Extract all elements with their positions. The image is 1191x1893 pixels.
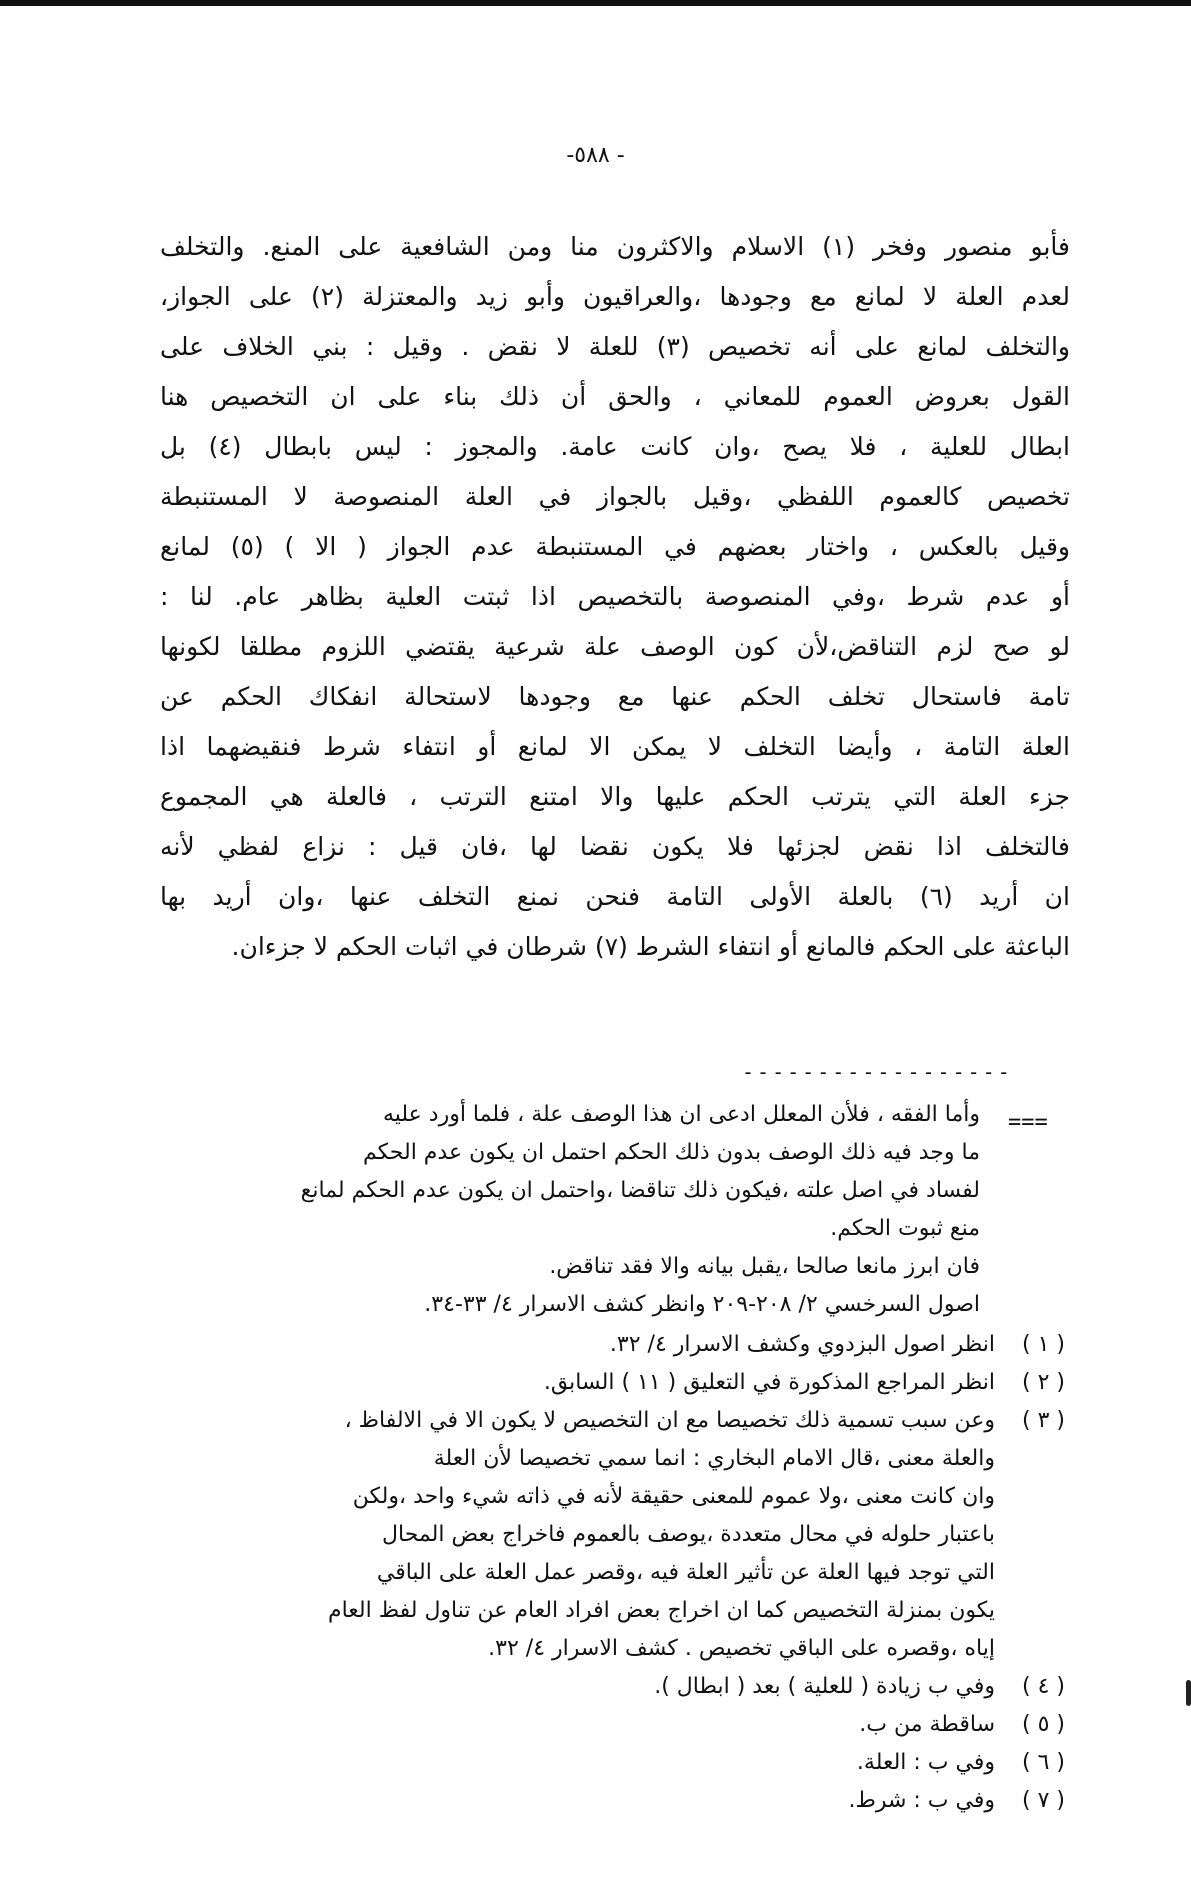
main-text-line: القول بعروض العموم للمعاني ، والحق أن ذلك بناء على ان التخصيص هنا [160, 382, 1070, 411]
footnote-line: انظر المراجع المذكورة في التعليق ( ١١ ) السابق. [543, 1370, 995, 1395]
footnote-number: ( ٤ ) [1022, 1674, 1065, 1699]
footnotes-list [125, 1326, 1065, 1820]
main-text-line: فالتخلف اذا نقض لجزئها فلا يكون نقضا لها ،فان قيل : نزاع لفظي لأنه [160, 832, 1070, 861]
main-text-line: ان أريد (٦) بالعلة الأولى التامة فنحن نمنع التخلف عنها ،وان أريد بها [160, 882, 1070, 911]
footnote-line: وفي ب : العلة. [856, 1750, 995, 1775]
page-number: - ٥٨٨- [566, 143, 625, 168]
footnote-line: وفي ب : شرط. [848, 1788, 995, 1813]
footnote-line: يكون بمنزلة التخصيص كما ان اخراج بعض افراد العام عن تناول لفظ العام [327, 1598, 995, 1623]
footnote-line: باعتبار حلوله في محال متعددة ،يوصف بالعموم فاخراج بعض المحال [382, 1522, 995, 1547]
footnote-separator: ------------------ [742, 1060, 1013, 1084]
scan-edge-mark [1186, 1680, 1191, 1706]
main-text-line: لو صح لزم التناقض،لأن كون الوصف علة شرعية يقتضي اللزوم مطلقا لكونها [160, 632, 1070, 661]
footnote-line: ما وجد فيه ذلك الوصف بدون ذلك الحكم احتمل ان يكون عدم الحكم [363, 1140, 980, 1165]
footnote-1 [125, 1326, 1065, 1364]
top-border-rule [0, 0, 1191, 6]
footnote-7 [125, 1782, 1065, 1820]
footnote-line: ساقطة من ب. [859, 1712, 995, 1737]
footnote-number: ( ٣ ) [1022, 1408, 1065, 1433]
footnote-line: انظر اصول البزدوي وكشف الاسرار ٤/ ٣٢. [609, 1332, 995, 1357]
footnote-line: إياه ،وقصره على الباقي تخصيص . كشف الاسرار ٤/ ٣٢. [488, 1636, 995, 1661]
footnote-line: اصول السرخسي ٢/ ٢٠٨-٢٠٩ وانظر كشف الاسرار ٤/ ٣٣-٣٤. [424, 1292, 980, 1317]
footnote-4 [125, 1668, 1065, 1706]
footnote-line: لفساد في اصل علته ،فيكون ذلك تناقضا ،واحتمل ان يكون عدم الحكم لمانع [300, 1178, 980, 1203]
footnote-6 [125, 1744, 1065, 1782]
footnote-line: وعن سبب تسمية ذلك تخصيصا مع ان التخصيص لا يكون الا في الالفاظ ، [344, 1408, 995, 1433]
main-text-line: ابطال للعلية ، فلا يصح ،وان كانت عامة. والمجوز : ليس بابطال (٤) بل [160, 432, 1070, 461]
main-text-block [160, 222, 1070, 972]
main-text-line: الباعثة على الحكم فالمانع أو انتفاء الشرط (٧) شرطان في اثبات الحكم لا جزءان. [231, 932, 1070, 961]
footnote-line: التي توجد فيها العلة عن تأثير العلة فيه ،وقصر عمل العلة على الباقي [376, 1560, 995, 1585]
footnote-line: وأما الفقه ، فلأن المعلل ادعى ان هذا الوصف علة ، فلما أورد عليه [382, 1102, 980, 1127]
main-text-line: أو عدم شرط ،وفي المنصوصة بالتخصيص اذا ثبتت العلية بظاهر عام. لنا : [160, 582, 1070, 611]
main-text-line: جزء العلة التي يترتب الحكم عليها والا امتنع الترتب ، فالعلة هي المجموع [160, 782, 1070, 811]
footnote-continuation-marker: === [1008, 1110, 1048, 1135]
main-text-line: تامة فاستحال تخلف الحكم عنها مع وجودها لاستحالة انفكاك الحكم عن [160, 682, 1070, 711]
footnote-line: وان كانت معنى ،ولا عموم للمعنى حقيقة لأنه في ذاته شيء واحد ،ولكن [352, 1484, 995, 1509]
main-text-line: فأبو منصور وفخر (١) الاسلام والاكثرون منا ومن الشافعية على المنع. والتخلف [160, 232, 1070, 261]
footnote-continuation [180, 1096, 980, 1324]
footnote-number: ( ٢ ) [1022, 1370, 1065, 1395]
footnote-3 [125, 1402, 1065, 1668]
main-text-line: وقيل بالعكس ، واختار بعضهم في المستنبطة عدم الجواز ( الا ) (٥) لمانع [160, 532, 1070, 561]
footnote-number: ( ٥ ) [1022, 1712, 1065, 1737]
main-text-line: لعدم العلة لا لمانع مع وجودها ،والعراقيون وأبو زيد والمعتزلة (٢) على الجواز، [160, 282, 1070, 311]
footnote-number: ( ٦ ) [1022, 1750, 1065, 1775]
main-text-line: والتخلف لمانع على أنه تخصيص (٣) للعلة لا نقض . وقيل : بني الخلاف على [160, 332, 1070, 361]
footnote-line: منع ثبوت الحكم. [830, 1216, 980, 1241]
footnote-number: ( ٧ ) [1022, 1788, 1065, 1813]
footnote-2 [125, 1364, 1065, 1402]
main-text-line: تخصيص كالعموم اللفظي ،وقيل بالجواز في العلة المنصوصة لا المستنبطة [160, 482, 1070, 511]
main-text-line: العلة التامة ، وأيضا التخلف لا يمكن الا لمانع أو انتفاء شرط فنقيضهما اذا [160, 732, 1070, 761]
footnote-line: وفي ب زيادة ( للعلية ) بعد ( ابطال ). [654, 1674, 995, 1699]
footnote-line: فان ابرز مانعا صالحا ،يقبل بيانه والا فقد تناقض. [549, 1254, 980, 1279]
footnote-5 [125, 1706, 1065, 1744]
footnote-number: ( ١ ) [1022, 1332, 1065, 1357]
footnote-line: والعلة معنى ،قال الامام البخاري : انما سمي تخصيصا لأن العلة [433, 1446, 995, 1471]
